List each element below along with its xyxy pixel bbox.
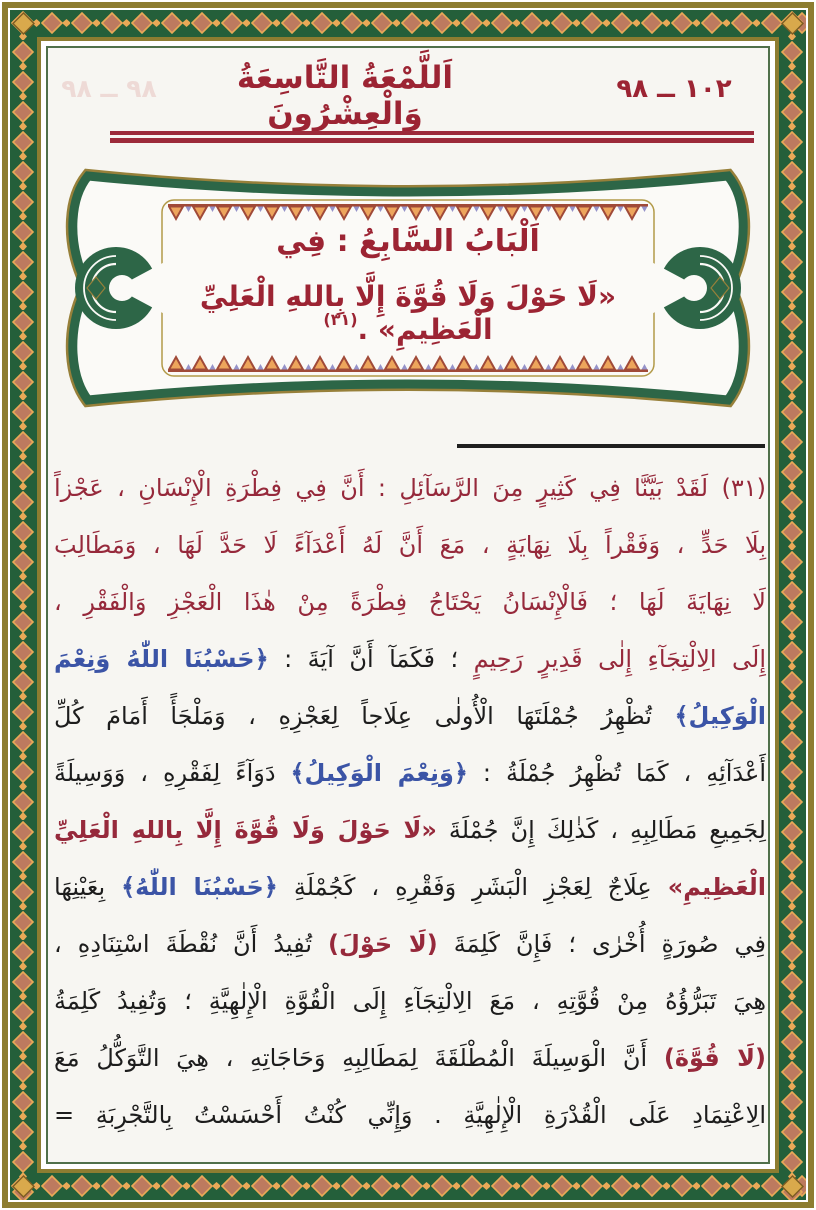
text-segment: فِي صُورَةٍ أُخْرٰى ؛ فَإِنَّ كَلِمَةَ [437, 930, 766, 958]
body-line [54, 859, 766, 916]
header-double-rule [110, 131, 754, 143]
banner-chapter-title: اَلْبَابُ السَّابِعُ : فِي [276, 224, 540, 259]
text-segment: هِيَ تَبَرُّؤُهُ مِنْ قُوَّتِهِ ، مَعَ الِالْتِجَآءِ إِلَى الْقُوَّةِ الْإِلٰهِيَّةِ ؛ وَتُفِيدُ كَلِمَةُ [54, 987, 766, 1015]
text-segment: لِجَمِيعِ مَطَالِبِهِ ، كَذٰلِكَ إِنَّ جُمْلَةَ [436, 816, 766, 844]
page-title: اَللَّمْعَةُ التَّاسِعَةُ وَالْعِشْرُونَ [236, 60, 454, 132]
text-segment: دَوَآءً لِفَقْرِهِ ، وَوَسِيلَةً [54, 759, 291, 787]
text-segment: بِلَا حَدٍّ ، وَفَقْراً بِلَا نِهَايَةٍ ، مَعَ أَنَّ لَهُ أَعْدَآءً لَا حَدَّ لَهَا ، وَمَطَالِبَ [54, 531, 766, 559]
footnote-divider [457, 444, 765, 448]
text-segment: ﴿وَنِعْمَ الْوَكِيلُ﴾ [290, 759, 468, 787]
text-segment: ؛ فَكَمَآ أَنَّ آيَةَ : [268, 645, 474, 673]
body-line [54, 688, 766, 745]
text-segment: ﴿حَسْبُنَا اللّٰهُ﴾ [121, 873, 278, 901]
text-segment: لَا نِهَايَةَ لَهَا ؛ فَالْإِنْسَانُ يَحْتَاجُ فِطْرَةً مِنْ هٰذَا الْعَجْزِ وَالْفَقْرِ ، [54, 588, 766, 616]
body-line [54, 1087, 766, 1144]
text-segment: الْوَكِيلُ﴾ [674, 702, 766, 730]
page-range: ٩٨ ــ ١٠٢ [616, 74, 732, 104]
body-line [54, 973, 766, 1030]
body-line [54, 916, 766, 973]
text-segment: تُظْهِرُ جُمْلَتَهَا الْأُولٰى عِلَاجاً لِعَجْزِهِ ، وَمَلْجَأً أَمَامَ كُلِّ [54, 702, 675, 730]
text-segment: أَنَّ الْوَسِيلَةَ الْمُطْلَقَةَ لِمَطَالِبِهِ وَحَاجَاتِهِ ، هِيَ التَّوَكُّلُ مَعَ [54, 1044, 664, 1072]
chapter-banner [62, 166, 754, 410]
text-segment: الِاعْتِمَادِ عَلَى الْقُدْرَةِ الْإِلٰهِيَّةِ . وَإِنِّي كُنْتُ أَحْسَسْتُ بِالتَّجْرِبَةِ = [54, 1101, 766, 1129]
text-segment: أَعْدَآئِهِ ، كَمَا تُظْهِرُ جُمْلَةُ : [468, 759, 767, 787]
body-line [54, 631, 766, 688]
text-segment: عِلَاجٌ لِعَجْزِ الْبَشَرِ وَفَقْرِهِ ، كَجُمْلَةِ [277, 873, 668, 901]
text-segment: «لَا حَوْلَ وَلَا قُوَّةَ إِلَّا بِاللهِ الْعَلِيِّ [54, 816, 437, 844]
body-line [54, 802, 766, 859]
text-segment: الْعَظِيمِ» [667, 873, 767, 901]
text-segment: (٣١) لَقَدْ بَيَّنَّا فِي كَثِيرٍ مِنَ الرَّسَآئِلِ : أَنَّ فِي فِطْرَةِ الْإِنْسَانِ ، عَجْزاً [54, 474, 766, 502]
text-segment: إِلَى الِالْتِجَآءِ إِلٰى قَدِيرٍ رَحِيمٍ [473, 645, 767, 673]
text-segment: بِعَيْنِهَا [54, 873, 122, 901]
text-segment: (لَا قُوَّةَ) [663, 1044, 766, 1072]
body-line [54, 460, 766, 517]
text-segment: (لَا حَوْلَ) [328, 930, 438, 958]
banner-verse-line [162, 280, 654, 346]
body-line [54, 1030, 766, 1087]
footnote-ref-marker: (٣١) [323, 309, 358, 329]
body-line [54, 574, 766, 631]
text-segment: ﴿حَسْبُنَا اللّٰهُ وَنِعْمَ [54, 645, 269, 673]
body-line [54, 745, 766, 802]
body-line [54, 517, 766, 574]
text-segment: تُفِيدُ أَنَّ نُقْطَةَ اسْتِنَادِهِ ، [54, 930, 329, 958]
body-text [54, 460, 766, 1144]
bleed-page-range: ٩٨ ــ ٩٨ [61, 74, 157, 103]
banner-verse-text: «لَا حَوْلَ وَلَا قُوَّةَ إِلَّا بِاللهِ الْعَلِيِّ الْعَظِيمِ» . [199, 280, 617, 346]
